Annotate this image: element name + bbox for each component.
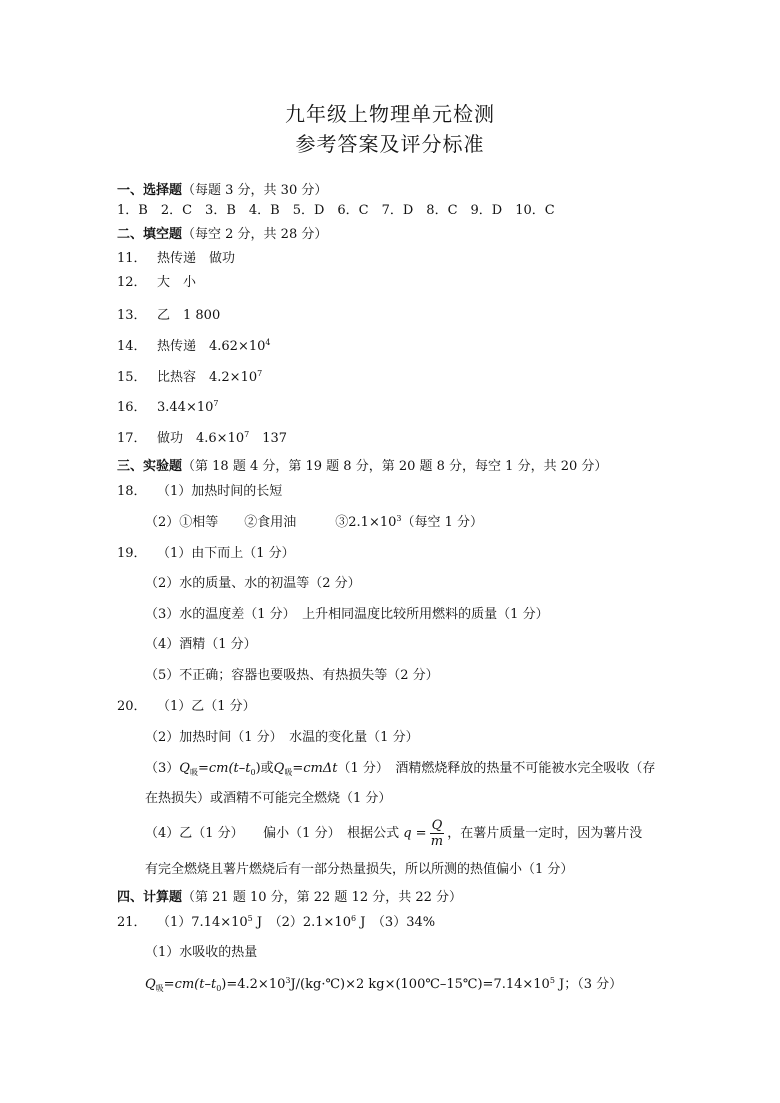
q16-number: 16． bbox=[117, 400, 147, 415]
q13-number: 13． bbox=[117, 308, 147, 323]
q18-number: 18． bbox=[117, 484, 147, 499]
q20-part4-line bbox=[145, 818, 642, 850]
q21-calc-exp2: 5 bbox=[549, 976, 555, 985]
q18-part2-note: （每空 1 分） bbox=[401, 515, 484, 530]
q21-calc-a: =cm(t–t bbox=[163, 977, 217, 992]
q20-number: 20． bbox=[117, 699, 147, 714]
q19-number: 19． bbox=[117, 546, 147, 561]
q11-number: 11． bbox=[117, 251, 147, 266]
q14-exponent: 4 bbox=[265, 338, 271, 347]
section1-note: （每题 3 分，共 30 分） bbox=[182, 183, 328, 198]
q21-Q-symbol: Q bbox=[145, 977, 156, 992]
q20-part4-cont: 有完全燃烧且薯片燃烧后有一部分热量损失，所以所测的热值偏小（1 分） bbox=[145, 862, 574, 877]
section4-heading: 四、计算题 bbox=[117, 890, 183, 905]
section3-heading-line bbox=[117, 459, 607, 475]
q12-number: 12． bbox=[117, 275, 147, 290]
section2-note: （每空 2 分，共 28 分） bbox=[182, 227, 328, 242]
q20-part3-cont: 在热损失）或酒精不可能完全燃烧（1 分） bbox=[145, 791, 392, 806]
section1-heading-line bbox=[117, 183, 327, 199]
q19-part1: （1）由下而上（1 分） bbox=[157, 546, 295, 561]
page-title-line1: 九年级上物理单元检测 bbox=[285, 102, 495, 126]
q21-ans2: J （2）2.1×10 bbox=[252, 915, 351, 930]
q19-part5: （5）不正确；容器也要吸热、有热损失等（2 分） bbox=[145, 668, 439, 683]
section4-heading-line bbox=[117, 890, 462, 906]
q20-part2: （2）加热时间（1 分） 水温的变化量（1 分） bbox=[145, 730, 419, 745]
q14-line bbox=[117, 339, 270, 355]
section1-answers: 1．B 2．C 3．B 4．B 5．D 6．C 7．D 8．C 9．D 10．C bbox=[117, 203, 555, 218]
q20-formula1: =cm(t–t bbox=[197, 761, 251, 776]
q17-line bbox=[117, 431, 287, 447]
q20-t0-subscript: 0 bbox=[250, 768, 256, 777]
q17-number: 17． bbox=[117, 431, 147, 446]
q19-part3: （3）水的温度差（1 分） 上升相同温度比较所用燃料的质量（1 分） bbox=[145, 607, 549, 622]
q17-answer-tail: 137 bbox=[249, 431, 288, 446]
q20-Q-symbol-2: Q bbox=[273, 761, 285, 776]
q21-step1: （1）水吸收的热量 bbox=[145, 945, 258, 960]
q18-line1 bbox=[117, 484, 282, 500]
q21-number: 21． bbox=[117, 915, 147, 930]
q21-calc-b: )=4.2×10 bbox=[221, 977, 286, 992]
q21-answers-line bbox=[117, 915, 435, 931]
q21-ans3: J （3）34% bbox=[356, 915, 436, 930]
section2-heading-line bbox=[117, 227, 327, 243]
q20-fraction-numerator: Q bbox=[431, 818, 443, 833]
section2-heading: 二、填空题 bbox=[117, 227, 183, 242]
q13-line bbox=[117, 308, 220, 324]
q15-number: 15． bbox=[117, 370, 147, 385]
q14-answer: 热传递 4.62×10 bbox=[157, 339, 266, 354]
q20-part4-a: （4）乙（1 分） 偏小（1 分） 根据公式 bbox=[145, 826, 400, 841]
q20-absorb-subscript-2: 吸 bbox=[284, 768, 293, 777]
q13-answer: 乙 1 800 bbox=[157, 308, 221, 323]
q20-formula1-close: ) bbox=[255, 761, 261, 776]
q20-q-var: q = bbox=[403, 826, 427, 841]
section3-heading: 三、实验题 bbox=[117, 459, 183, 474]
q19-part2: （2）水的质量、水的初温等（2 分） bbox=[145, 576, 361, 591]
q14-number: 14． bbox=[117, 339, 147, 354]
q20-part3-rest: （1 分） 酒精燃烧释放的热量不可能被水完全吸收（存 bbox=[337, 761, 656, 776]
q20-part3-prefix: （3） bbox=[145, 761, 180, 776]
q20-fraction bbox=[430, 818, 445, 849]
q18-line2 bbox=[145, 515, 483, 531]
page-title-line2: 参考答案及评分标准 bbox=[295, 132, 485, 156]
q20-part1: （1）乙（1 分） bbox=[157, 699, 256, 714]
q20-part3-line bbox=[145, 761, 655, 777]
q16-answer: 3.44×10 bbox=[157, 400, 214, 415]
q21-ans1: （1）7.14×10 bbox=[157, 915, 248, 930]
q11-line bbox=[117, 251, 235, 267]
q20-formula2: =cmΔt bbox=[292, 761, 338, 776]
q20-line1 bbox=[117, 699, 256, 715]
section4-note: （第 21 题 10 分，第 22 题 12 分，共 22 分） bbox=[182, 890, 463, 905]
q12-answer: 大 小 bbox=[157, 275, 197, 290]
q20-absorb-subscript: 吸 bbox=[189, 768, 198, 777]
section3-note: （第 18 题 4 分，第 19 题 8 分，第 20 题 8 分，每空 1 分，共 20 分） bbox=[182, 459, 608, 474]
q12-line bbox=[117, 275, 196, 291]
q21-absorb-subscript: 吸 bbox=[155, 984, 164, 993]
q11-answer: 热传递 做功 bbox=[157, 251, 236, 266]
q19-part4: （4）酒精（1 分） bbox=[145, 637, 257, 652]
q21-calc-d: J；（3 分） bbox=[554, 977, 623, 992]
q21-calc-line bbox=[145, 977, 622, 993]
q21-calc-c: J/(kg·℃)×2 kg×(100℃–15℃)=7.14×10 bbox=[290, 977, 550, 992]
q16-exponent: 7 bbox=[213, 399, 219, 408]
q19-line1 bbox=[117, 546, 295, 562]
q15-exponent: 7 bbox=[257, 369, 263, 378]
q21-t0-subscript: 0 bbox=[216, 984, 222, 993]
q17-exponent: 7 bbox=[244, 430, 250, 439]
section1-heading: 一、选择题 bbox=[117, 183, 183, 198]
q15-line bbox=[117, 370, 262, 386]
q20-fraction-denominator: m bbox=[430, 834, 444, 849]
q21-exp2: 6 bbox=[350, 914, 357, 923]
q20-part4-b: ，在薯片质量一定时，因为薯片没 bbox=[447, 826, 643, 841]
q20-or: 或 bbox=[260, 761, 274, 776]
q18-part2: （2）①相等 ②食用油 ③2.1×10 bbox=[145, 515, 397, 530]
q20-Q-symbol: Q bbox=[179, 761, 190, 776]
q21-exp1: 5 bbox=[247, 914, 253, 923]
q18-exponent: 3 bbox=[396, 514, 402, 523]
q16-line bbox=[117, 400, 218, 416]
q15-answer: 比热容 4.2×10 bbox=[157, 370, 258, 385]
q21-calc-exp1: 3 bbox=[285, 976, 291, 985]
q18-part1: （1）加热时间的长短 bbox=[157, 484, 283, 499]
q17-answer: 做功 4.6×10 bbox=[157, 431, 245, 446]
